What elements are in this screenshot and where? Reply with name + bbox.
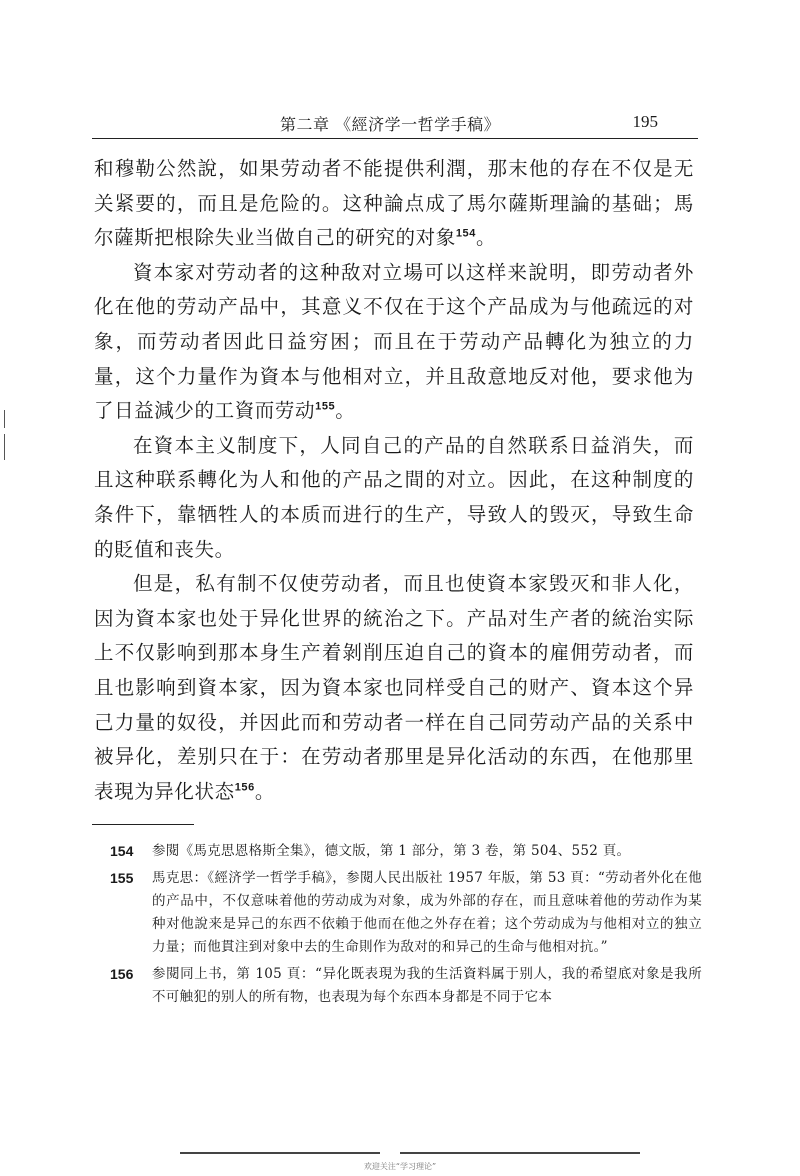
paragraph: 和穆勒公然說，如果劳动者不能提供利潤，那末他的存在不仅是无关紧要的，而且是危险的。这种論点成了馬尔薩斯理論的基础；馬尔薩斯把根除失业当做自己的研究的对象$^{154}$。 — [94, 157, 694, 250]
watermark: 欢迎关注“学习理论” — [363, 1162, 437, 1171]
paragraph: 資本家对劳动者的这种敌对立場可以这样来說明，即劳动者外化在他的劳动产品中，其意义不仅在于这个产品成为与他疏远的对象，而劳动者因此日益穷困；而且在于劳动产品轉化为独立的力量，这个力量作为資本与他相对立，并且敌意地反对他，要求他为了日益減少的工資而劳动$^{155}$。 — [94, 260, 694, 423]
footnote-divider — [92, 824, 194, 825]
paragraph: 但是，私有制不仅使劳动者，而且也使資本家毁灭和非人化，因为資本家也处于异化世界的統治之下。产品对生产者的統治实际上不仅影响到那本身生产着剝削压迫自己的資本的雇佣劳动者，而且也影响到資本家，因为資本家也同样受自己的财产、資本这个异己力量的奴役，并因此而和劳动者一样在自己同劳动产品的关系中被异化，差别只在于：在劳动者那里是异化活动的东西，在他那里表現为异化状态$^{156}$。 — [94, 572, 694, 803]
page-number: 195 — [632, 112, 658, 131]
footnote-text: 参閱《馬克思恩格斯全集》，德文版，第 1 部分，第 3 卷，第 504、552 頁。 — [152, 843, 631, 859]
footnote — [110, 867, 702, 959]
paragraph: 在資本主义制度下，人同自己的产品的自然联系日益消失，而且这种联系轉化为人和他的产品之間的对立。因此，在这种制度的条件下，靠牺牲人的本质而进行的生产，导致人的毁灭，导致生命的貶值和丧失。 — [94, 433, 694, 561]
footnotes — [110, 840, 702, 1013]
footnote-number: 155 — [110, 870, 134, 886]
footnote — [110, 840, 702, 863]
scan-artifact — [180, 1152, 380, 1154]
footnote-reference: 156 — [234, 781, 255, 794]
footnote-number: 154 — [110, 843, 134, 859]
footnote-text: 馬克思：《經济学一哲学手稿》，参閱人民出版社 1957 年版，第 53 頁：“劳动者外化在他的产品中，不仅意味着他的劳动成为对象，成为外部的存在，而且意味着他的劳动作为某种对他說来是异己的东西不依賴于他而在他之外存在着；这个劳动成为与他相对立的独立力量；而他貫注到对象中去的生命則作为敌对的和异己的生命与他相对抗。” — [152, 870, 702, 955]
running-header — [92, 112, 698, 139]
chapter-title: 第二章 《經济学一哲学手稿》 — [280, 115, 501, 134]
footnote — [110, 963, 702, 1009]
scan-artifact — [400, 1152, 640, 1154]
scan-artifact — [4, 434, 5, 460]
scan-artifact — [4, 410, 5, 428]
body-text — [94, 152, 694, 809]
footnote-text: 参閱同上书，第 105 頁：“异化既表現为我的生活資料属于别人，我的希望底对象是我所不可触犯的别人的所有物，也表現为每个东西本身都是不同于它本 — [152, 966, 702, 1005]
footnote-number: 156 — [110, 966, 134, 982]
footnote-reference: 154 — [455, 227, 476, 240]
footnote-reference: 155 — [315, 400, 336, 413]
